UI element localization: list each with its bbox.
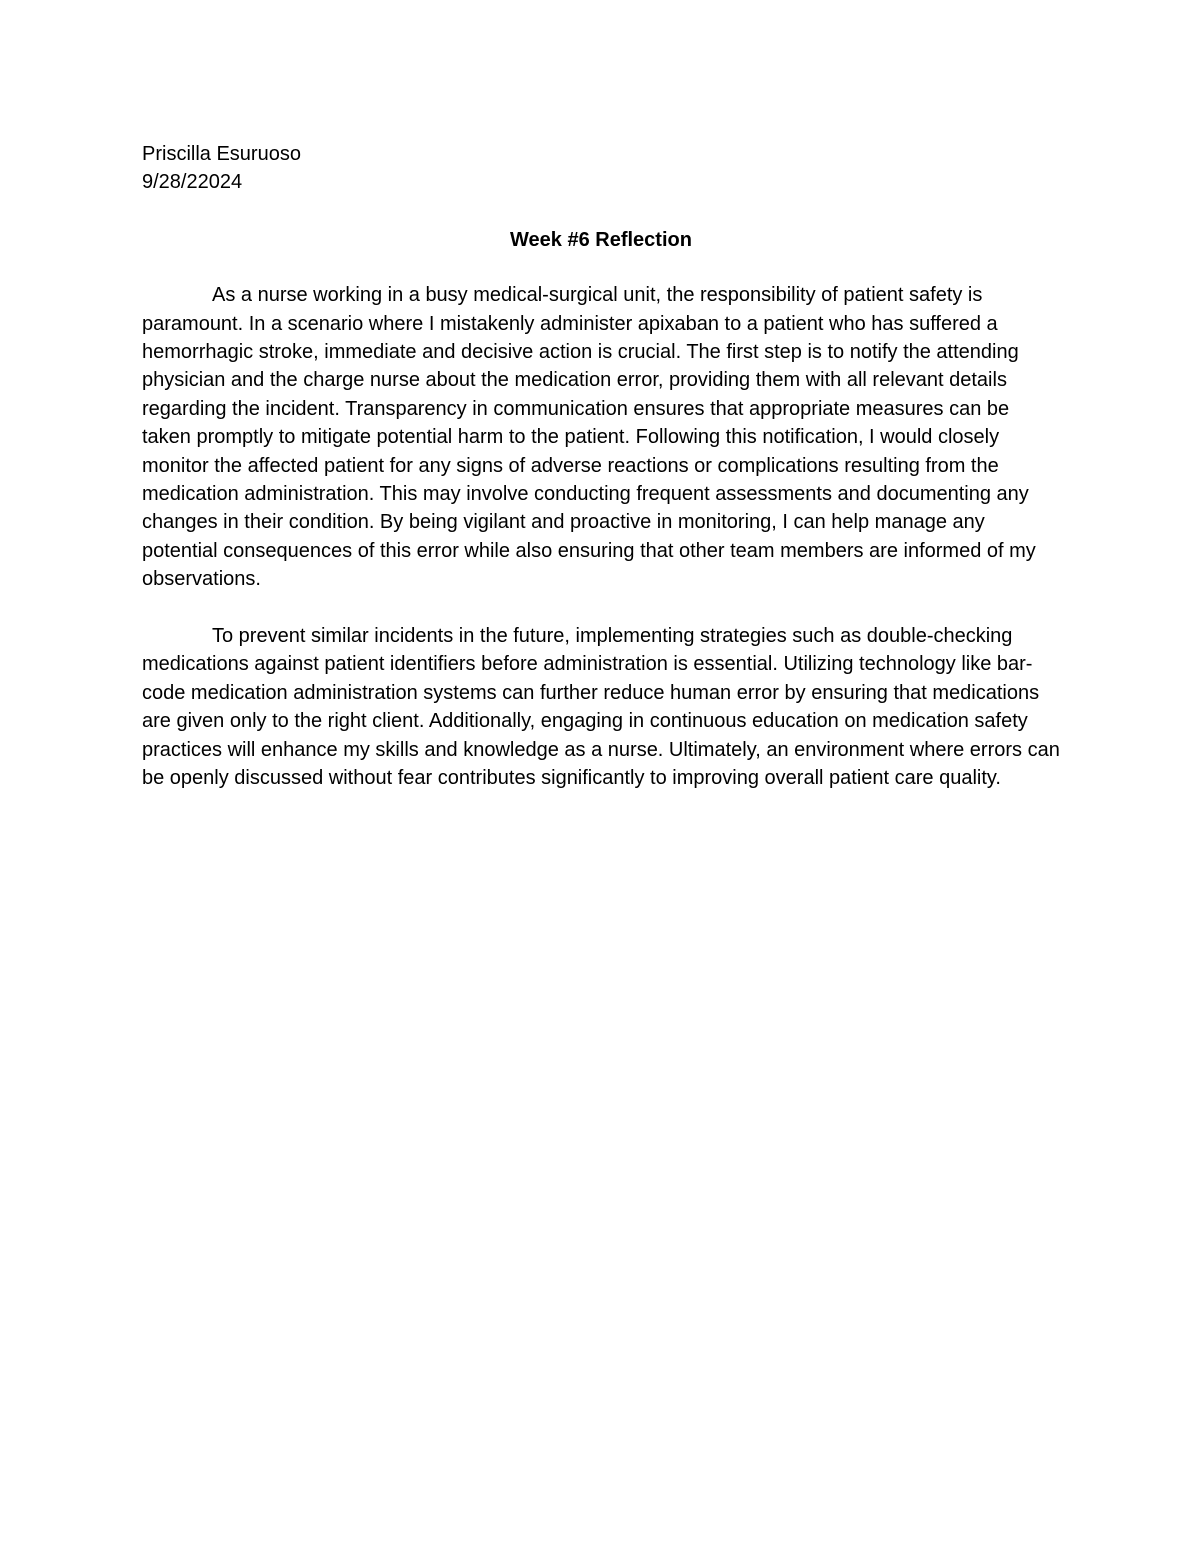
paragraph-2: To prevent similar incidents in the future, implementing strategies such as double-checking medications against patient identifiers before administration is essential. Utilizing technology like bar-code medication administration systems can further reduce human error by ensuring that medications are given only to the right client. Additionally, engaging in continuous education on medication safety practices will enhance my skills and knowledge as a nurse. Ultimately, an environment where errors can be openly discussed without fear contributes significantly to improving overall patient care quality.: [142, 625, 1060, 790]
author-name: Priscilla Esuruoso: [142, 143, 301, 165]
document-date: 9/28/22024: [142, 171, 243, 194]
document-title: Week #6 Reflection: [510, 228, 692, 251]
document-body: [142, 140, 1060, 821]
paragraph-1: As a nurse working in a busy medical-surgical unit, the responsibility of patient safety is paramount. In a scenario where I mistakenly administer apixaban to a patient who has suffered a hemorrhagic stroke, immediate and decisive action is crucial. The first step is to notify the attending physician and the charge nurse about the medication error, providing them with all relevant details regarding the incident. Transparency in communication ensures that appropriate measures can be taken promptly to mitigate potential harm to the patient. Following this notification, I would closely monitor the affected patient for any signs of adverse reactions or complications resulting from the medication administration. This may involve conducting frequent assessments and documenting any changes in their condition. By being vigilant and proactive in monitoring, I can help manage any potential consequences of this error while also ensuring that other team members are informed of my observations.: [142, 284, 1036, 591]
